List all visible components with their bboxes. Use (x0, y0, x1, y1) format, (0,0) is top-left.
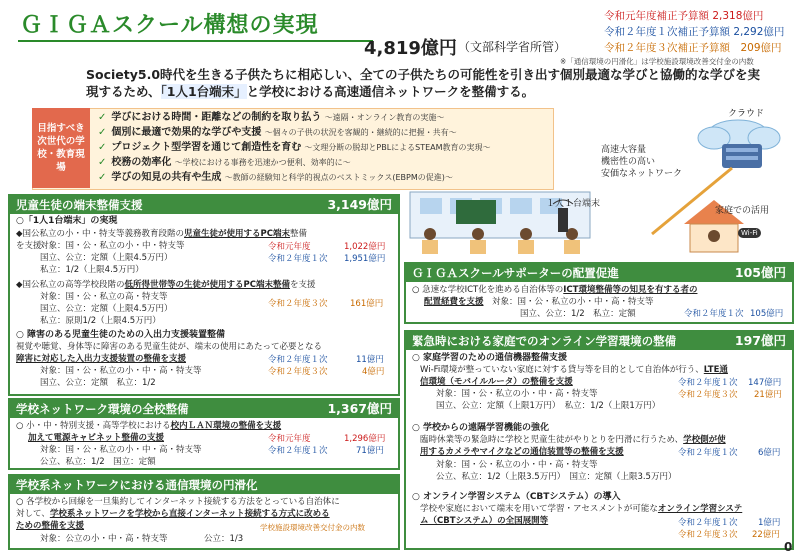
network-label-line: 安価なネットワーク (601, 169, 683, 179)
budget-amount: 11億円 (356, 355, 384, 365)
item-target: 対象：国・公・私立の小・中・高・特支等 (483, 297, 654, 307)
budget-label: 令和２年度３次 (268, 299, 328, 309)
budget-amount: 1,296億円 (344, 434, 386, 444)
budget-amount: 1億円 (758, 518, 781, 528)
goal-sub: ～文理分断の脱却とPBLによるSTEAM教育の実現～ (304, 143, 491, 152)
total-note: （文部科学省所管） (458, 40, 567, 54)
section-amount: 197億円 (734, 333, 786, 348)
total-amount: 4,819億円 (364, 38, 457, 59)
item-text (16, 509, 330, 520)
item-text-emphasis: 信環境（モバイルルータ）の整備を支援 (420, 377, 573, 387)
item-text-part: ○ 小・中・特別支援・高等学校における (16, 421, 171, 431)
item-target: 対象：国・公・私立の小・中・特支等 (40, 241, 185, 251)
item-rate: 私立：1/2（上限4.5万円） (40, 265, 144, 275)
section-amount: 1,367億円 (327, 401, 392, 416)
item-target: 対象：国・公・私立の小・中・高・特支等 (436, 460, 598, 470)
budget-label: 令和２年度１次 (268, 355, 328, 365)
goal-sub: ～教師の経験知と科学的視点のベストミックス(EBPMの促進)～ (224, 173, 453, 182)
budget-label: 令和２年度１次 (678, 378, 738, 388)
item-text-emphasis: オンライン学習システ (657, 504, 743, 514)
lead-line-2-pre: 現するため、 (86, 84, 161, 99)
goal-sub: ～個々の子供の状況を客観的・継続的に把握・共有～ (264, 128, 457, 137)
budget-amount: 161億円 (350, 299, 384, 309)
section-school-network (8, 398, 400, 470)
budget-label: 令和２年度３次 (268, 367, 328, 377)
item-target: 対象：国・公・私立の小・中・高・特支等 (436, 389, 598, 399)
item-text-emphasis: LTE通 (703, 365, 728, 375)
item-text-emphasis: 用するカメラやマイクなどの通信装置等の整備を支援 (420, 447, 624, 457)
item-text-part: ◆国公私立の高等学校段階の (16, 280, 125, 290)
section-comm-environment (8, 474, 400, 550)
item-text-emphasis: 学校系ネットワークを学校から直接インターネット接続する方式に改める (49, 509, 330, 519)
budget-line-2: 令和２年度１次補正予算額 2,292億円 (604, 26, 785, 38)
item-target: 対象：国・公・私立の小・中・高・特支等 (40, 366, 202, 376)
network-label-line: 高速大容量 (601, 145, 647, 155)
section-home-learning (404, 330, 794, 550)
cloud-label: クラウド (728, 109, 765, 119)
item-text (420, 365, 728, 376)
budget-footnote: ※「通信環境の円滑化」は学校施設環境改善交付金の内数 (560, 57, 754, 66)
item-text-emphasis: 児童生徒が使用するPC端末 (184, 229, 291, 239)
item-rate: 公立：1/3 (204, 534, 244, 544)
budget-amount: 105億円 (750, 309, 784, 319)
item-title: ○ 家庭学習のための通信機器整備支援 (412, 353, 567, 363)
section-title: 緊急時における家庭でのオンライン学習環境の整備 (406, 332, 792, 350)
item-text (424, 297, 654, 308)
budget-label: 令和元年度 (268, 434, 311, 444)
item-text-part: 整備 (290, 229, 308, 239)
item-rate: 公立、私立：1/2（上限3.5万円） 国立：定額（上限3.5万円） (436, 472, 677, 482)
item-text-emphasis: 学校側が使 (683, 435, 726, 445)
page-title: ＧＩＧＡスクール構想の実現 (20, 13, 319, 38)
budget-label: 令和２年度１次 (268, 254, 328, 264)
section-title: 児童生徒の端末整備支援 (10, 196, 398, 214)
goal-sub: ～遠隔・オンライン教育の実施～ (324, 113, 445, 122)
item-text-part: Wi-Fi環境が整っていない家庭に対する貸与等を目的として自治体が行う、 (420, 365, 704, 375)
item-title: ○ 学校からの遠隔学習機能の強化 (412, 423, 549, 433)
note: 学校施設環境改善交付金の内数 (260, 523, 365, 532)
section-terminal-support (8, 194, 400, 396)
wifi-badge: Wi-Fi (738, 228, 761, 238)
budget-amount: 21億円 (754, 390, 782, 400)
goal-main: 個別に最適で効果的な学びや支援 (111, 127, 262, 138)
item-text-part: 臨時休業等の緊急時に学校と児童生徒がやりとりを円滑に行うため、 (420, 435, 684, 445)
item-rate: 国立、公立：定額 私立：1/2 (40, 378, 156, 388)
item-title: ○ 障害のある児童生徒のための入出力支援装置整備 (16, 330, 225, 340)
budget-amount: 6億円 (758, 448, 781, 458)
budget-label: 令和元年度 (268, 242, 311, 252)
item-text-emphasis: ム（CBTシステム）の全国展開等 (420, 516, 549, 526)
item-text (16, 229, 307, 240)
item-text (420, 435, 726, 446)
budget-label: 令和２年度３次 (678, 530, 738, 540)
lead-line-1: Society5.0時代を生きる子供たちに相応しい、全ての子供たちの可能性を引き出す個別最適な学びと協働的な学びを実 (86, 67, 761, 82)
check-icon: ✓ (98, 142, 107, 153)
item-text-emphasis: ICT環境整備等の知見を有する者の (563, 285, 698, 295)
budget-amount: 22億円 (752, 530, 780, 540)
goal-main: 学びの知見の共有や生成 (111, 172, 222, 183)
budget-amount: 4億円 (362, 367, 385, 377)
lead-line-2 (86, 83, 776, 100)
network-label-line: 機密性の高い (601, 157, 656, 167)
budget-amount: 71億円 (356, 446, 384, 456)
item-rate: 国立、公立：1/2 私立：定額 (520, 309, 636, 319)
item-rate: 公立、私立：1/2 国立：定額 (40, 457, 156, 467)
budget-line-1: 令和元年度補正予算額 2,318億円 (604, 10, 764, 22)
item-text: を支援 (16, 241, 42, 251)
budget-amount: 1,951億円 (344, 254, 386, 264)
network-label (601, 144, 682, 180)
goals-label: 目指すべき次世代の学校・教育現場 (32, 108, 90, 188)
page-number: 0 (784, 540, 793, 554)
home-label: 家庭での活用 (715, 206, 770, 216)
check-icon: ✓ (98, 172, 107, 183)
item-rate: 国立、公立：定額（上限1万円） 私立：1/2（上限1万円） (436, 401, 661, 411)
goal-main: 学びにおける時間・距離などの制約を取り払う (111, 112, 322, 123)
item-rate: 国立、公立：定額（上限4.5万円） (40, 253, 173, 263)
item-target: 対象：国・公・私立の高・特支等 (40, 292, 168, 302)
item-text-emphasis: 障害に対応した入出力支援装置の整備を支援 (16, 354, 187, 364)
check-icon: ✓ (98, 127, 107, 138)
item-title: ○ オンライン学習システム（CBTシステム）の導入 (412, 492, 621, 502)
item-text-emphasis: ための整備を支援 (16, 521, 85, 531)
server-icon (722, 144, 762, 168)
goal-main: 校務の効率化 (111, 157, 172, 168)
item-text (16, 280, 316, 291)
budget-amount: 1,022億円 (344, 242, 386, 252)
title-underline (18, 40, 373, 42)
goal-sub: ～学校における事務を迅速かつ便利、効率的に～ (174, 158, 351, 167)
section-amount: 105億円 (734, 265, 786, 280)
item-title: ○「1人1台端末」の実現 (16, 216, 118, 226)
item-rate: 国立、公立：定額（上限4.5万円） (40, 304, 173, 314)
terminal-label: １人１台端末 (546, 199, 601, 209)
item-text (412, 285, 697, 296)
section-supporter (404, 262, 794, 324)
budget-amount: 147億円 (748, 378, 782, 388)
section-title: 学校ネットワーク環境の全校整備 (10, 400, 398, 418)
item-text-emphasis: 低所得世帯等の生徒が使用するPC端末整備 (124, 280, 291, 290)
check-icon: ✓ (98, 112, 107, 123)
budget-label: 令和２年度１次 (684, 309, 744, 319)
classroom-illustration (402, 104, 794, 258)
goal-main: プロジェクト型学習を通じて創造性を育む (111, 142, 302, 153)
check-icon: ✓ (98, 157, 107, 168)
item-text-emphasis: 配置経費を支援 (424, 297, 484, 307)
section-title: ＧＩＧＡスクールサポーターの配置促進 (406, 264, 792, 282)
item-text-part: 学校や家庭において端末を用いて学習・アセスメントが可能な (420, 504, 658, 514)
item-target: 対象：公立の小・中・高・特支等 (40, 534, 168, 544)
budget-label: 令和２年度１次 (268, 446, 328, 456)
budget-line-3: 令和２年度３次補正予算額 209億円 (604, 42, 782, 54)
item-text-emphasis: 加えて電源キャビネット整備の支援 (28, 433, 165, 443)
item-text: 視覚や聴覚、身体等に障害のある児童生徒が、端末の使用にあたって必要となる (16, 342, 323, 352)
item-text-part: を支援 (290, 280, 316, 290)
item-text-part: ◆国公私立の小・中・特支等義務教育段階の (16, 229, 185, 239)
section-amount: 3,149億円 (327, 197, 392, 212)
item-text-part: 対して、 (16, 509, 50, 519)
section-title: 学校系ネットワークにおける通信環境の円滑化 (10, 476, 398, 494)
item-text (16, 421, 281, 432)
item-rate: 私立：原則1/2（上限4.5万円） (40, 316, 161, 326)
budget-label: 令和２年度３次 (678, 390, 738, 400)
budget-label: 令和２年度１次 (678, 448, 738, 458)
budget-label: 令和２年度１次 (678, 518, 738, 528)
lead-text (86, 66, 776, 100)
lead-line-2-post: と学校における高速通信ネットワークを整備する。 (246, 84, 535, 99)
lead-highlight: 「1人1台端末」 (160, 84, 247, 99)
item-target: 対象：国・公・私立の小・中・高・特支等 (40, 445, 202, 455)
item-text-part: ○ 急速な学校ICT化を進める自治体等の (412, 285, 564, 295)
item-text: ○ 各学校から回線を一旦集約してインターネット接続する方法をとっている自治体に (16, 497, 340, 507)
item-text-emphasis: 校内ＬＡＮ環境の整備を支援 (170, 421, 282, 431)
item-text (420, 504, 742, 515)
